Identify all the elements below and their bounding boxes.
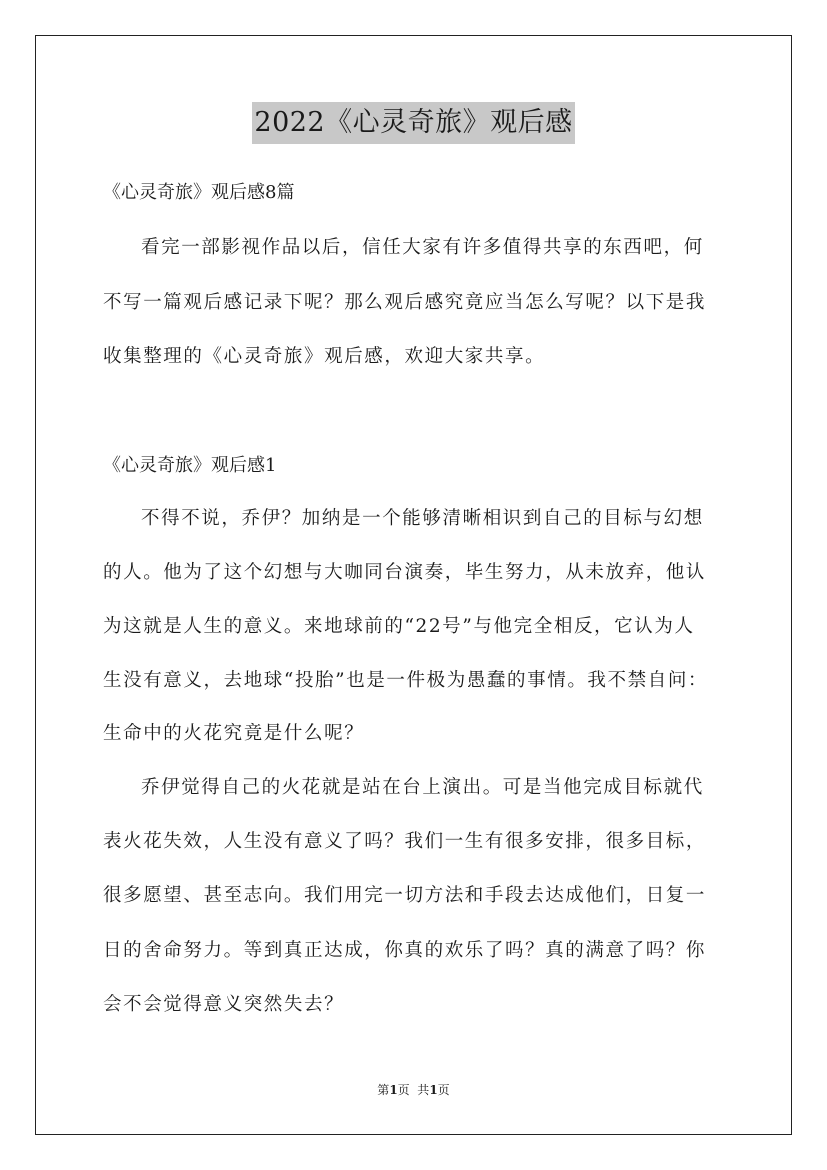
section-heading: 《心灵奇旅》观后感1 [103, 455, 277, 476]
intro-line-2: 不写一篇观后感记录下呢？那么观后感究竟应当怎么写呢？以下是我 [103, 292, 707, 313]
footer-page-mid: 页 共 [397, 1083, 430, 1097]
para1-line-1: 不得不说，乔伊？加纳是一个能够清晰相识到自己的目标与幻想 [141, 508, 704, 529]
page-footer [0, 1082, 827, 1098]
document-subtitle: 《心灵奇旅》观后感8篇 [103, 182, 295, 203]
document-title: 2022《心灵奇旅》观后感 [252, 102, 574, 144]
para2-line-2: 表火花失效，人生没有意义了吗？我们一生有很多安排，很多目标， [103, 831, 707, 852]
para1-line-4: 生没有意义，去地球“投胎”也是一件极为愚蠢的事情。我不禁自问： [103, 670, 709, 691]
footer-page-total: 1 [429, 1083, 438, 1097]
title-container [0, 102, 827, 144]
para2-line-3: 很多愿望、甚至志向。我们用完一切方法和手段去达成他们，日复一 [103, 885, 707, 906]
para1-line-5: 生命中的火花究竟是什么呢？ [103, 723, 365, 744]
footer-page-prefix: 第 [377, 1083, 390, 1097]
intro-line-3: 收集整理的《心灵奇旅》观后感，欢迎大家共享。 [103, 346, 546, 367]
para2-line-5: 会不会觉得意义突然失去？ [103, 994, 345, 1015]
para2-line-4: 日的舍命努力。等到真正达成，你真的欢乐了吗？真的满意了吗？你 [103, 940, 707, 961]
footer-page-number: 1 [389, 1083, 398, 1097]
footer-page-suffix: 页 [437, 1083, 450, 1097]
para2-line-1: 乔伊觉得自己的火花就是站在台上演出。可是当他完成目标就代 [141, 777, 704, 798]
para1-line-3: 为这就是人生的意义。来地球前的“22号”与他完全相反，它认为人 [103, 616, 695, 637]
intro-line-1: 看完一部影视作品以后，信任大家有许多值得共享的东西吧，何 [141, 237, 704, 258]
para1-line-2: 的人。他为了这个幻想与大咖同台演奏，毕生努力，从未放弃，他认 [103, 562, 707, 583]
